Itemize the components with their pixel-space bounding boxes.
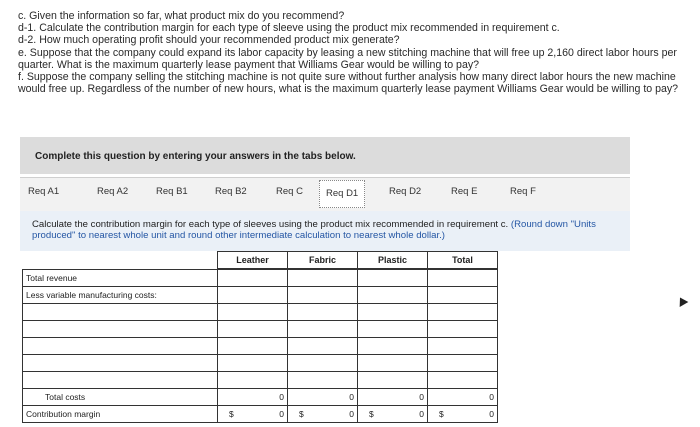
input-cell[interactable] [358, 321, 428, 338]
total-costs-plastic [358, 389, 428, 406]
input-cell[interactable] [218, 355, 288, 372]
value: 0 [419, 409, 424, 419]
input-cell[interactable] [428, 304, 498, 321]
input-cell[interactable] [288, 269, 358, 287]
question-text [18, 10, 694, 95]
contribution-total [428, 406, 498, 423]
row-label-total-revenue: Total revenue [23, 269, 218, 287]
input-cell[interactable] [218, 304, 288, 321]
input-cell[interactable] [358, 287, 428, 304]
header-plastic: Plastic [358, 252, 428, 270]
table-row [23, 287, 498, 304]
contribution-margin-table [22, 251, 498, 423]
input-cell[interactable] [428, 338, 498, 355]
table-row [23, 355, 498, 372]
table-row [23, 389, 498, 406]
input-cell[interactable] [218, 372, 288, 389]
currency-symbol: $ [369, 409, 374, 419]
instructions-panel [20, 137, 630, 174]
input-cell[interactable] [218, 269, 288, 287]
input-cell[interactable] [428, 287, 498, 304]
instruction-note: (Round down "Units produced" to nearest whole unit and round other intermediate calculation to nearest whole dollar.) [32, 219, 596, 241]
table-row [23, 338, 498, 355]
instruction-box [20, 211, 630, 251]
mouse-cursor-icon [676, 295, 689, 307]
currency-symbol: $ [229, 409, 234, 419]
input-cell[interactable] [428, 372, 498, 389]
input-cell[interactable] [358, 355, 428, 372]
value: 0 [349, 392, 354, 402]
requirement-tabs [20, 177, 630, 212]
tab-req-e[interactable]: Req E [451, 186, 478, 197]
input-cell[interactable] [358, 269, 428, 287]
input-cell[interactable] [358, 304, 428, 321]
currency-symbol: $ [439, 409, 444, 419]
tab-req-b1[interactable]: Req B1 [156, 186, 188, 197]
input-cell[interactable] [288, 338, 358, 355]
value: 0 [279, 409, 284, 419]
input-cell[interactable] [288, 355, 358, 372]
input-cell[interactable] [358, 372, 428, 389]
table-row [23, 321, 498, 338]
contribution-fabric [288, 406, 358, 423]
question-f: f. Suppose the company selling the stitching machine is not quite sure without further analysis how many direct labor hours the new machine would free up. Regardless of the number of new hours, what is the maximum quarterly lease payment Williams Gear would be willing to pay? [18, 71, 679, 96]
input-cell[interactable] [288, 321, 358, 338]
input-cell[interactable] [218, 321, 288, 338]
row-label-total-costs: Total costs [23, 389, 218, 406]
value: 0 [349, 409, 354, 419]
tab-req-d2[interactable]: Req D2 [389, 186, 422, 197]
row-input-label[interactable] [23, 372, 218, 389]
row-label-contribution-margin: Contribution margin [23, 406, 218, 423]
header-leather: Leather [218, 252, 288, 270]
tab-req-d1[interactable]: Req D1 [319, 180, 365, 208]
header-fabric: Fabric [288, 252, 358, 270]
value: 0 [489, 409, 494, 419]
question-d1: d-1. Calculate the contribution margin for each type of sleeve using the product mix recommended in requirement c. [18, 22, 560, 35]
total-costs-total [428, 389, 498, 406]
tab-req-c[interactable]: Req C [276, 186, 303, 197]
question-d2: d-2. How much operating profit should your recommended product mix generate? [18, 34, 400, 47]
input-cell[interactable] [428, 269, 498, 287]
total-costs-leather [218, 389, 288, 406]
header-blank [23, 252, 218, 270]
tab-req-b2[interactable]: Req B2 [215, 186, 247, 197]
table-row [23, 406, 498, 423]
tab-req-a1[interactable]: Req A1 [28, 186, 60, 197]
question-c: c. Given the information so far, what product mix do you recommend? [18, 10, 345, 22]
row-label-less-variable: Less variable manufacturing costs: [23, 287, 218, 304]
input-cell[interactable] [428, 355, 498, 372]
question-e: e. Suppose that the company could expand its labor capacity by leasing a new stitching machine that will free up 2,160 direct labor hours per quarter. What is the maximum quarterly lease payment that Williams Gear would be willing to pay? [18, 46, 677, 71]
input-cell[interactable] [288, 304, 358, 321]
table-row [23, 372, 498, 389]
table-row [23, 269, 498, 287]
total-costs-fabric [288, 389, 358, 406]
contribution-plastic [358, 406, 428, 423]
currency-symbol: $ [299, 409, 304, 419]
input-cell[interactable] [218, 287, 288, 304]
panel-title: Complete this question by entering your answers in the tabs below. [35, 151, 356, 162]
input-cell[interactable] [428, 321, 498, 338]
contribution-leather [218, 406, 288, 423]
input-cell[interactable] [358, 338, 428, 355]
value: 0 [419, 392, 424, 402]
value: 0 [489, 392, 494, 402]
row-input-label[interactable] [23, 338, 218, 355]
header-total: Total [428, 252, 498, 270]
table-header-row [23, 252, 498, 270]
tab-req-f[interactable]: Req F [510, 186, 536, 197]
input-cell[interactable] [288, 372, 358, 389]
table-row [23, 304, 498, 321]
row-input-label[interactable] [23, 321, 218, 338]
row-input-label[interactable] [23, 355, 218, 372]
row-input-label[interactable] [23, 304, 218, 321]
instruction-text [32, 219, 622, 241]
input-cell[interactable] [218, 338, 288, 355]
instruction-main: Calculate the contribution margin for each type of sleeves using the product mix recommended in requirement c. [32, 219, 509, 230]
value: 0 [279, 392, 284, 402]
input-cell[interactable] [288, 287, 358, 304]
tab-req-a2[interactable]: Req A2 [97, 186, 129, 197]
